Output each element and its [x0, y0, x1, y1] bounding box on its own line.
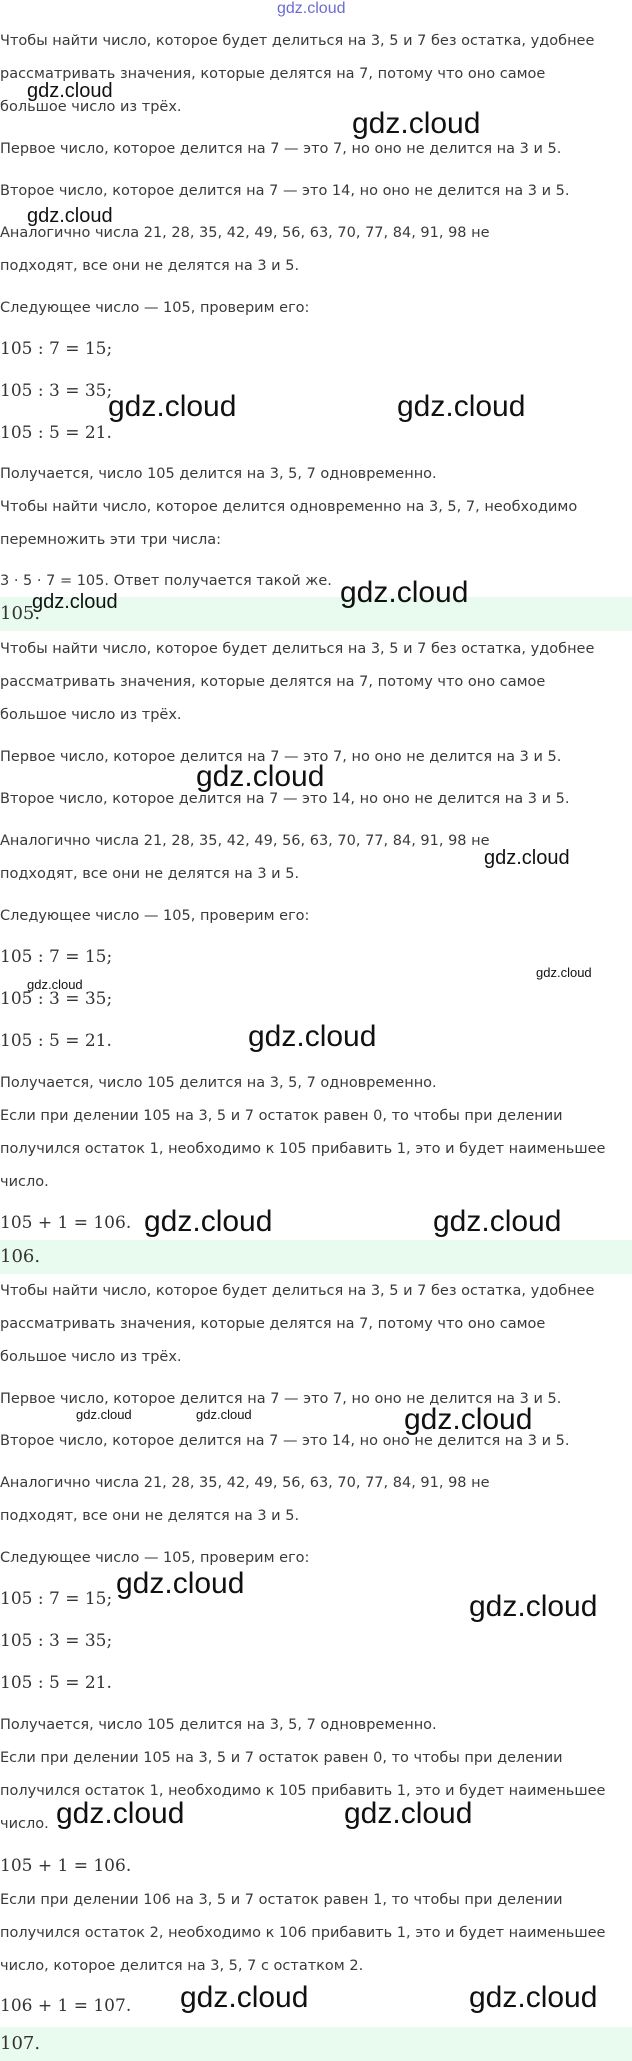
watermark: gdz.cloud — [116, 1567, 245, 1600]
intro-line: большое число из трёх. — [0, 1349, 182, 1365]
similar-numbers-text: подходят, все они не делятся на 3 и 5. — [0, 866, 300, 882]
intro-line: Чтобы найти число, которое будет делиться на 3, 5 и 7 без остатка, удобнее — [0, 33, 595, 49]
watermark: gdz.cloud — [108, 390, 237, 423]
watermark: gdz.cloud — [27, 80, 113, 102]
answer-box — [0, 1240, 632, 1274]
watermark: gdz.cloud — [144, 1205, 273, 1238]
remainder-text: получился остаток 1, необходимо к 105 прибавить 1, это и будет наименьшее — [0, 1783, 606, 1799]
remainder-text: Если при делении 105 на 3, 5 и 7 остаток равен 0, то чтобы при делении — [0, 1108, 563, 1124]
answer-value: 106. — [0, 1246, 41, 1267]
watermark: gdz.cloud — [180, 1981, 309, 2014]
header-watermark: gdz.cloud — [277, 0, 346, 17]
result-text: Получается, число 105 делится на 3, 5, 7 одновременно. — [0, 1075, 437, 1091]
answer-box — [0, 2027, 632, 2061]
watermark: gdz.cloud — [352, 107, 481, 140]
remainder-text: число, которое делится на 3, 5, 7 с остатком 2. — [0, 1958, 364, 1974]
remainder-text: получился остаток 1, необходимо к 105 прибавить 1, это и будет наименьшее — [0, 1141, 606, 1157]
watermark: gdz.cloud — [76, 1407, 132, 1422]
method-text: перемножить эти три числа: — [0, 532, 222, 548]
check-equation: 105 : 3 = 35; — [0, 1631, 113, 1651]
check-equation: 105 : 7 = 15; — [0, 339, 113, 359]
check-equation: 105 : 5 = 21. — [0, 1031, 112, 1051]
intro-line: рассматривать значения, которые делятся на 7, потому что оно самое — [0, 1316, 546, 1332]
intro-line: рассматривать значения, которые делятся на 7, потому что оно самое — [0, 674, 546, 690]
intro-line: Чтобы найти число, которое будет делиться на 3, 5 и 7 без остатка, удобнее — [0, 641, 595, 657]
remainder-text: число. — [0, 1174, 49, 1190]
first-multiple-text: Первое число, которое делится на 7 — это 7, но оно не делится на 3 и 5. — [0, 749, 562, 765]
remainder-text: Если при делении 105 на 3, 5 и 7 остаток равен 0, то чтобы при делении — [0, 1750, 563, 1766]
watermark: gdz.cloud — [397, 390, 526, 423]
second-multiple-text: Второе число, которое делится на 7 — это 14, но оно не делится на 3 и 5. — [0, 791, 570, 807]
intro-line: Чтобы найти число, которое будет делиться на 3, 5 и 7 без остатка, удобнее — [0, 1283, 595, 1299]
similar-numbers-text: Аналогично числа 21, 28, 35, 42, 49, 56, 63, 70, 77, 84, 91, 98 не — [0, 225, 490, 241]
similar-numbers-text: подходят, все они не делятся на 3 и 5. — [0, 258, 300, 274]
watermark: gdz.cloud — [344, 1797, 473, 1830]
first-multiple-text: Первое число, которое делится на 7 — это 7, но оно не делится на 3 и 5. — [0, 1391, 562, 1407]
sum-equation: 105 + 1 = 106. — [0, 1856, 132, 1876]
watermark: gdz.cloud — [196, 760, 325, 793]
watermark: gdz.cloud — [196, 1407, 252, 1422]
intro-line: рассматривать значения, которые делятся на 7, потому что оно самое — [0, 66, 546, 82]
second-multiple-text: Второе число, которое делится на 7 — это 14, но оно не делится на 3 и 5. — [0, 183, 570, 199]
first-multiple-text: Первое число, которое делится на 7 — это 7, но оно не делится на 3 и 5. — [0, 141, 562, 157]
watermark: gdz.cloud — [469, 1981, 598, 2014]
sum-equation: 106 + 1 = 107. — [0, 1996, 132, 2016]
watermark: gdz.cloud — [469, 1590, 598, 1623]
watermark: gdz.cloud — [536, 965, 592, 980]
next-number-text: Следующее число — 105, проверим его: — [0, 300, 310, 316]
intro-line: большое число из трёх. — [0, 707, 182, 723]
watermark: gdz.cloud — [27, 205, 113, 227]
watermark: gdz.cloud — [27, 977, 83, 992]
sum-equation: 105 + 1 = 106. — [0, 1213, 132, 1233]
check-equation: 105 : 7 = 15; — [0, 1589, 113, 1609]
product-equation: 3 · 5 · 7 = 105. Ответ получается такой же. — [0, 573, 332, 589]
similar-numbers-text: Аналогично числа 21, 28, 35, 42, 49, 56, 63, 70, 77, 84, 91, 98 не — [0, 833, 490, 849]
similar-numbers-text: подходят, все они не делятся на 3 и 5. — [0, 1508, 300, 1524]
method-text: Чтобы найти число, которое делится одновременно на 3, 5, 7, необходимо — [0, 499, 578, 515]
result-text: Получается, число 105 делится на 3, 5, 7 одновременно. — [0, 1717, 437, 1733]
remainder-text: получился остаток 2, необходимо к 106 прибавить 1, это и будет наименьшее — [0, 1925, 606, 1941]
second-multiple-text: Второе число, которое делится на 7 — это 14, но оно не делится на 3 и 5. — [0, 1433, 570, 1449]
answer-value: 107. — [0, 2033, 41, 2054]
next-number-text: Следующее число — 105, проверим его: — [0, 908, 310, 924]
watermark: gdz.cloud — [32, 591, 118, 613]
watermark: gdz.cloud — [484, 847, 570, 869]
check-equation: 105 : 5 = 21. — [0, 423, 112, 443]
intro-line: большое число из трёх. — [0, 99, 182, 115]
check-equation: 105 : 3 = 35; — [0, 989, 113, 1009]
remainder-text: Если при делении 106 на 3, 5 и 7 остаток равен 1, то чтобы при делении — [0, 1892, 563, 1908]
watermark: gdz.cloud — [56, 1797, 185, 1830]
watermark: gdz.cloud — [340, 576, 469, 609]
similar-numbers-text: Аналогично числа 21, 28, 35, 42, 49, 56, 63, 70, 77, 84, 91, 98 не — [0, 1475, 490, 1491]
check-equation: 105 : 5 = 21. — [0, 1673, 112, 1693]
next-number-text: Следующее число — 105, проверим его: — [0, 1550, 310, 1566]
answer-value: 105. — [0, 603, 41, 624]
watermark: gdz.cloud — [248, 1020, 377, 1053]
result-text: Получается, число 105 делится на 3, 5, 7 одновременно. — [0, 466, 437, 482]
watermark: gdz.cloud — [404, 1403, 533, 1436]
watermark: gdz.cloud — [433, 1205, 562, 1238]
check-equation: 105 : 3 = 35; — [0, 381, 113, 401]
check-equation: 105 : 7 = 15; — [0, 947, 113, 967]
remainder-text: число. — [0, 1816, 49, 1832]
